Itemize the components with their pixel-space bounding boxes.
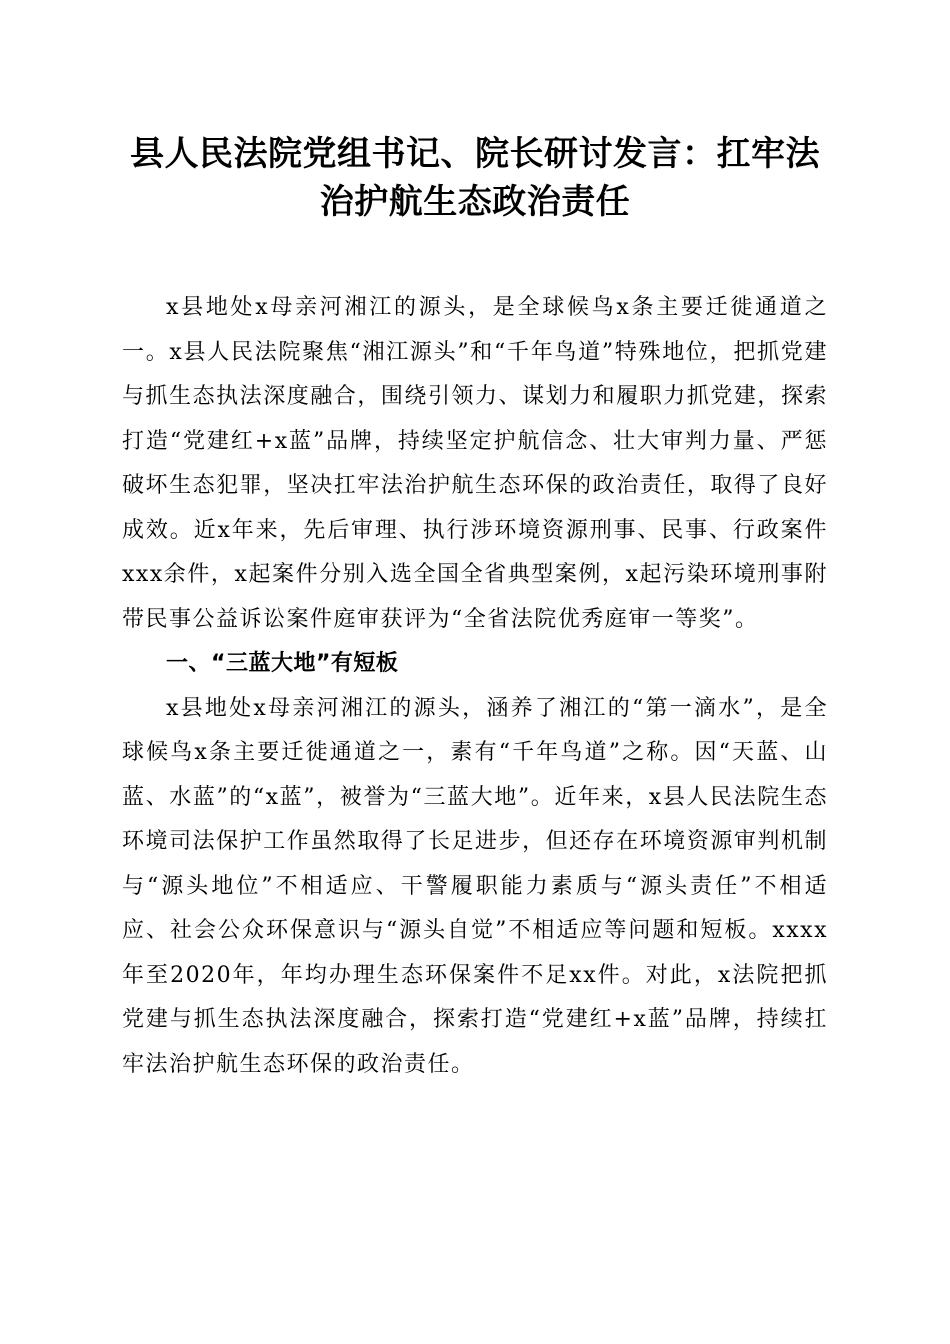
section-heading-1: 一、“三蓝大地”有短板 <box>166 651 399 676</box>
section-1-paragraph: x县地处x母亲河湘江的源头，涵养了湘江的“第一滴水”，是全球候鸟x条主要迁徙通道之一，素有“千年鸟道”之称。因“天蓝、山蓝、水蓝”的“x蓝”，被誉为“三蓝大地”。近年来，x县人民法院生态环境司法保护工作虽然取得了长足进步，但还存在环境资源审判机制与“源头地位”不相适应、干警履职能力素质与“源头责任”不相适应、社会公众环保意识与“源头自觉”不相适应等问题和短板。xxxx年至2020年，年均办理生态环保案件不足xx件。对此，x法院把抓党建与抓生态执法深度融合，探索打造“党建红+x蓝”品牌，持续扛牢法治护航生态环保的政治责任。 <box>122 695 828 1077</box>
title-line-1: 县人民法院党组书记、院长研讨发言：扛牢法 <box>130 134 820 174</box>
intro-paragraph: x县地处x母亲河湘江的源头，是全球候鸟x条主要迁徙通道之一。x县人民法院聚焦“湘江源头”和“千年鸟道”特殊地位，把抓党建与抓生态执法深度融合，围绕引领力、谋划力和履职力抓党建，探索打造“党建红+x蓝”品牌，持续坚定护航信念、壮大审判力量、严惩破坏生态犯罪，坚决扛牢法治护航生态环保的政治责任，取得了良好成效。近x年来，先后审理、执行涉环境资源刑事、民事、行政案件xxx余件，x起案件分别入选全国全省典型案例，x起污染环境刑事附带民事公益诉讼案件庭审获评为“全省法院优秀庭审一等奖”。 <box>122 295 828 632</box>
document-title <box>122 130 828 226</box>
title-line-2: 治护航生态政治责任 <box>319 182 631 222</box>
document-body <box>122 286 828 1087</box>
